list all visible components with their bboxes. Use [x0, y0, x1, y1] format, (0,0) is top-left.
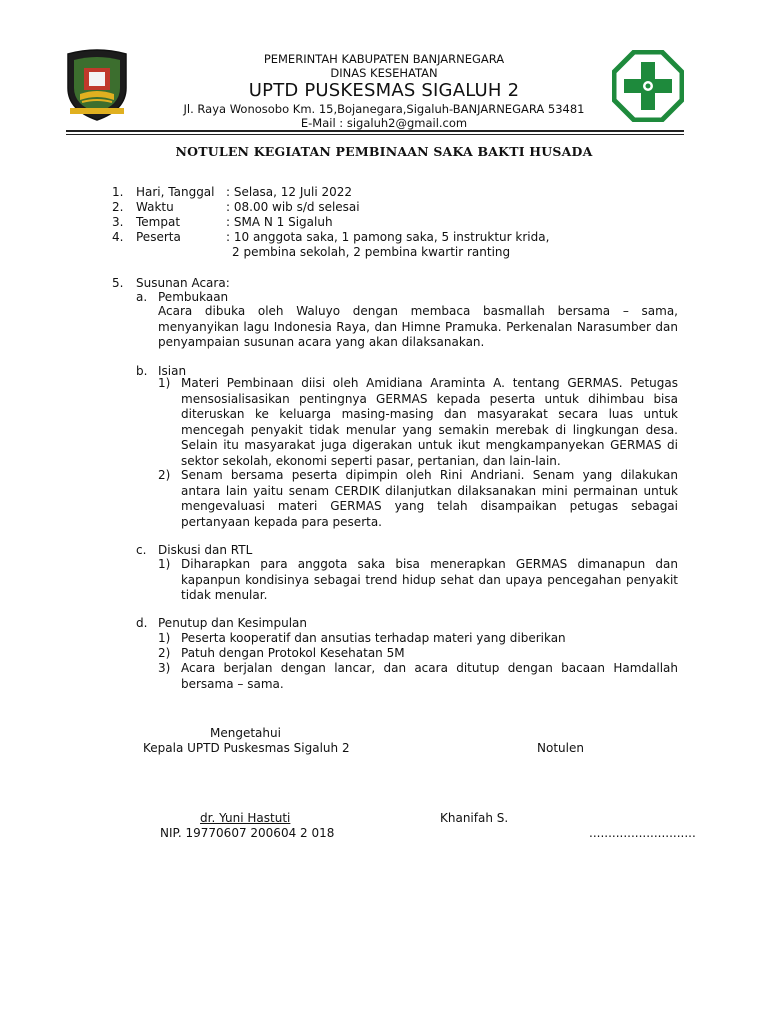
section-b-point-2-number: 2) — [158, 468, 171, 482]
agenda-number: 5. — [112, 276, 124, 290]
section-b-heading: Isian — [158, 364, 187, 378]
section-d-point-2-number: 2) — [158, 646, 171, 660]
section-b-point-2-text: Senam bersama peserta dipimpin oleh Rini Andriani. Senam yang dilakukan antara lain yaitu senam CERDIK dilanjutkan dilaksanakan mini permainan untuk mengevaluasi materi GERMAS yang telah disampaikan petugas sebagai pertanyaan kepada para peserta. — [181, 468, 678, 529]
item-label-2: Waktu — [136, 200, 174, 214]
item-label-1: Hari, Tanggal — [136, 185, 215, 199]
section-a-heading: Pembukaan — [158, 290, 229, 304]
notulen-title: Notulen — [537, 741, 584, 755]
item-label-3: Tempat — [136, 215, 181, 229]
section-c-point-1-number: 1) — [158, 557, 171, 571]
item-number-3: 3. — [112, 215, 124, 229]
section-a-letter: a. — [136, 290, 148, 304]
section-a-text: Acara dibuka oleh Waluyo dengan membaca basmallah bersama – sama, menyanyikan lagu Indonesia Raya, dan Himne Pramuka. Perkenalan Narasumber dan penyampaian susunan acara yang akan dilaksanakan. — [158, 304, 678, 349]
section-d-point-3-number: 3) — [158, 661, 171, 675]
head-name: dr. Yuni Hastuti — [200, 811, 291, 825]
item-value-3: : SMA N 1 Sigaluh — [226, 215, 333, 229]
section-d-point-2-text: Patuh dengan Protokol Kesehatan 5M — [181, 646, 405, 660]
section-c-point-1-text: Diharapkan para anggota saka bisa menerapkan GERMAS dimanapun dan kapanpun kondisinya sebagai trend hidup sehat dan upaya pencegahan penyakit tidak menular. — [181, 557, 678, 602]
item-label-4: Peserta — [136, 230, 181, 244]
section-c-letter: c. — [136, 543, 147, 557]
item-value-4-continued: 2 pembina sekolah, 2 pembina kwartir ranting — [232, 245, 511, 259]
section-d-letter: d. — [136, 616, 148, 630]
section-b-point-1-number: 1) — [158, 376, 171, 390]
agenda-heading: Susunan Acara: — [136, 276, 230, 290]
acknowledged-label: Mengetahui — [210, 726, 281, 740]
letterhead-rule-thick — [66, 130, 684, 132]
item-value-4: : 10 anggota saka, 1 pamong saka, 5 instruktur krida, — [226, 230, 550, 244]
section-d-point-1-number: 1) — [158, 631, 171, 645]
section-b-letter: b. — [136, 364, 148, 378]
section-b-point-1-text: Materi Pembinaan diisi oleh Amidiana Araminta A. tentang GERMAS. Petugas mensosialisasikan pentingnya GERMAS kepada peserta untuk dihimbau bisa diteruskan ke keluarga masing-masing dan masyarakat secara luas untuk mencegah penyakit tidak menular yang semakin merebak di lingkungan desa. Selain itu masyarakat juga digerakan untuk ikut mengkampanyekan GERMAS di sektor sekolah, ekonomi seperti pasar, pertanian, dan lain-lain. — [181, 376, 678, 468]
item-number-1: 1. — [112, 185, 124, 199]
section-c-heading: Diskusi dan RTL — [158, 543, 253, 557]
notulen-name: Khanifah S. — [440, 811, 509, 825]
item-value-2: : 08.00 wib s/d selesai — [226, 200, 360, 214]
letterhead-email: E-Mail : sigaluh2@gmail.com — [300, 116, 468, 130]
document-title: NOTULEN KEGIATAN PEMBINAAN SAKA BAKTI HUSADA — [175, 144, 593, 159]
letterhead-government: PEMERINTAH KABUPATEN BANJARNEGARA — [263, 52, 505, 66]
item-number-4: 4. — [112, 230, 124, 244]
section-d-heading: Penutup dan Kesimpulan — [158, 616, 307, 630]
head-title: Kepala UPTD Puskesmas Sigaluh 2 — [143, 741, 350, 755]
section-d-point-3-text: Acara berjalan dengan lancar, dan acara ditutup dengan bacaan Hamdallah bersama – sama. — [181, 661, 678, 691]
puskesmas-cross-logo — [612, 50, 684, 122]
section-d-point-1-text: Peserta kooperatif dan ansutias terhadap materi yang diberikan — [181, 631, 566, 645]
item-number-2: 2. — [112, 200, 124, 214]
letterhead-rule-thin — [66, 134, 684, 135]
head-nip: NIP. 19770607 200604 2 018 — [160, 826, 335, 840]
letterhead-department: DINAS KESEHATAN — [330, 66, 438, 80]
letterhead-address: Jl. Raya Wonosobo Km. 15,Bojanegara,Sigaluh-BANJARNEGARA 53481 — [183, 102, 585, 116]
letterhead-institution: UPTD PUSKESMAS SIGALUH 2 — [248, 80, 520, 101]
notulen-nip-blank: ............................ — [589, 826, 696, 840]
item-value-1: : Selasa, 12 Juli 2022 — [226, 185, 353, 199]
